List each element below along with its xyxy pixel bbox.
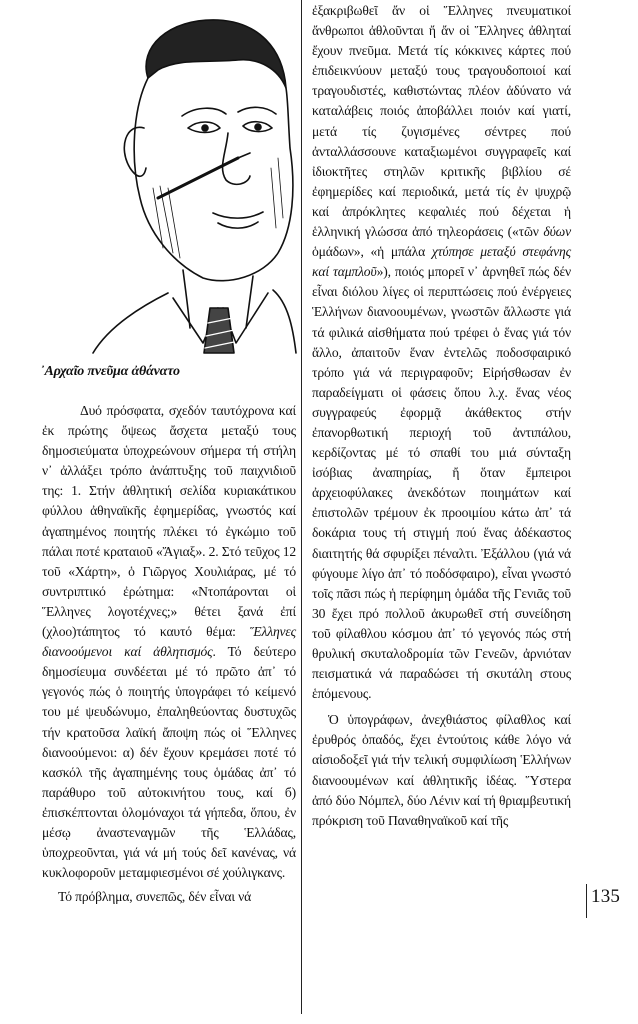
right-p1-italic-1: δύων <box>543 224 571 240</box>
right-p1-text-3: »), ποιός μπορεῖ ν᾿ ἀρνηθεῖ πώς δέν εἶναι διόλου λίγες οἱ περιπτώσεις πού ἐνέργειες Ἑλλήνων διανοουμένων, γνωστῶν ἄλλωστε γιά τά φιλικά αἰσθήματα πού τρέφει ὁ ἕνας γιά τόν ἄλλο, ἀπαιτοῦν ἕναν ἐντελῶς ποδοσφαιρικό τρόπο γιά νά περιγραφοῦν; Εἰρήσθωσαν ἐν παραδείγματι οἱ φάσεις ὅπου λ.χ. ἕνας νέος συγγραφεύς ἐφορμᾷ ἀκάθεκτος στήν ἐπανορθωτική περιοχή τοῦ ἀντιπάλου, κερδίζοντας μέ τό σπαθί του μιά σύνταξη ἰσόβιας ἀναπηρίας, ἤ ὅταν ἔμπειροι ἀρχειοφύλακες ἀνεκδότων ποιημάτων καί ἐπιστολῶν τρέμουν ἐκ προοιμίου κάτω ἀπ᾿ τά δοκάρια τους τή στιγμή πού ἕνας ἀδέκαστος διαιτητής θά σφυρίξει πέναλτι. Ἐξάλλου (γιά νά φύγουμε λίγο ἀπ᾿ τό ποδόσφαιρο), εἶναι γνωστό τοῖς πᾶσι πώς ἡ περίφημη ὁμάδα τῆς Γενιᾶς τοῦ 30 ἔχει πρό πολλοῦ ἀκυρωθεῖ στή συνείδηση τοῦ φίλαθλου κόσμου ἀπ᾿ τό γεγονός πώς στή θρυλική σκυταλοδρομία τῶν Γενεῶν, ἀρνιόταν πεισματικά νά παραδώσει τή σκυτάλη στους ἑπόμενους. <box>312 264 572 702</box>
right-p1-text-1: ἐξακριβωθεῖ ἄν οἱ Ἕλληνες πνευματικοί ἄνθρωποι ἀθλοῦνται ἤ ἄν οἱ Ἕλληνες ἀθληταί ἔχουν πνεῦμα. Μετά τίς κόκκινες κάρτες πού ἐπιδεικνύουν μεταξύ τους τραγουδοποιοί καί τραγουδιστές, καθιστώντας πλέον ἀδύνατο νά καταλάβεις ποιός ἀποβάλλει ποιόν καί γιατί, μετά τίς ζυγισμένες σέντρες πού ἀνταλλάσσουνε καταξιωμένοι συγγραφεῖς καί ἰδιοκτῆτες στηλῶν κριτικῆς βιβλίου σέ ἐφημερίδες καί περιοδικά, μετά τίς ἐν ψυχρῷ καί ἀπρόκλητες κεφαλιές πού δέχεται ἡ ἑλληνική γλώσσα ἀπό τηλεοράσεις («τῶν <box>312 3 571 240</box>
right-p1-text-2: ὁμάδων», «ἡ μπάλα <box>312 244 432 260</box>
right-column <box>312 1 571 831</box>
caricature-illustration <box>78 8 300 358</box>
left-p1-text-1: Δυό πρόσφατα, σχεδόν ταυτόχρονα καί ἐκ πρώτης ὄψεως ἄσχετα μεταξύ τους δημοσιεύματα ὑποχρεώνουν σήμερα τή στήλη ν᾿ ἀλλάξει τρόπο ἀνάπτυξης τοῦ παιχνιδιοῦ της: 1. Στήν ἀθλητική σελίδα κυριακάτικου φύλλου ἀθηναϊκῆς ἐφημερίδας, γνωστός καί ἀγαπημένος ποιητής πλέκει τό ἐγκώμιο τοῦ πάλαι ποτέ κραταιοῦ «Ἄγιαξ». 2. Στό τεῦχος 12 τοῦ «Χάρτη», ὁ Γιῶργος Χουλιάρας, μέ τό συντριπτικό ἐρώτημα: «Ντοπάρονται οἱ Ἕλληνες λογοτέχνες;» θέτει ξανά ἐπί (χλοο)τάπητος τό καυτό θέμα: <box>42 403 296 640</box>
right-p1-italic-2: χτύπησε μεταξύ στεφάνης καί ταμπλοῦ <box>312 244 571 280</box>
left-p1-text-2: . Τό δεύτερο δημοσίευμα συνδέεται μέ τό πρῶτο ἀπ᾿ τό γεγονός πώς ὁ ποιητής ὑπογράφει τό κείμενό του μέ ψευδώνυμο, ἐπαληθεύοντας δυστυχῶς τήν κρατοῦσα λαϊκή ἄποψη πώς οἱ Ἕλληνες διανοούμενοι: α) δέν ἔχουν κρεμάσει ποτέ τό κασκόλ τῆς ἀγαπημένης τους ὁμάδας ἀπ᾿ τό παράθυρο τοῦ αὐτοκινήτου τους, καί б) ἐπισκέπτονται ὁλομόναχοι τά γήπεδα, ὅπου, ἐν μέσῳ ἀναστεναγμῶν τῆς Ἑλλάδας, ὑποχρεοῦνται, γιά νά μή τούς δεῖ κανένας, νά κυκλοφοροῦν μεταμφιεσμένοι σέ χούλιγκανς. <box>42 644 296 881</box>
left-paragraph-1 <box>42 401 296 883</box>
left-paragraph-2: Τό πρόβλημα, συνεπῶς, δέν εἶναι νά <box>58 889 252 905</box>
column-divider <box>301 0 302 1014</box>
page-number: 135 <box>591 886 621 907</box>
left-p1-italic-topic: Ἕλληνες διανοούμενοι καί ἀθλητισμός <box>42 624 296 660</box>
page-number-rule <box>586 884 587 918</box>
right-paragraph-1 <box>312 1 571 704</box>
right-paragraph-2: Ὁ ὑπογράφων, ἀνεχθιάστος φίλαθλος καί ἐρυθρός ὀπαδός, ἔχει ἐντούτοις κάθε λόγο νά αἰσιοδοξεῖ γιά τήν τελική συμφιλίωση Ἑλλήνων διανοουμένων καί ἀθλητικῆς ἰδέας. Ὕστερα ἀπό δύο Νόμπελ, δύο Λένιν καί τή θριαμβευτική πρόκριση τοῦ Παναθηναϊκοῦ καί τῆς <box>312 712 571 828</box>
left-column <box>42 401 296 907</box>
illustration-caption: ᾿Αρχαῖο πνεῦμα ἀθάνατο <box>40 364 180 379</box>
